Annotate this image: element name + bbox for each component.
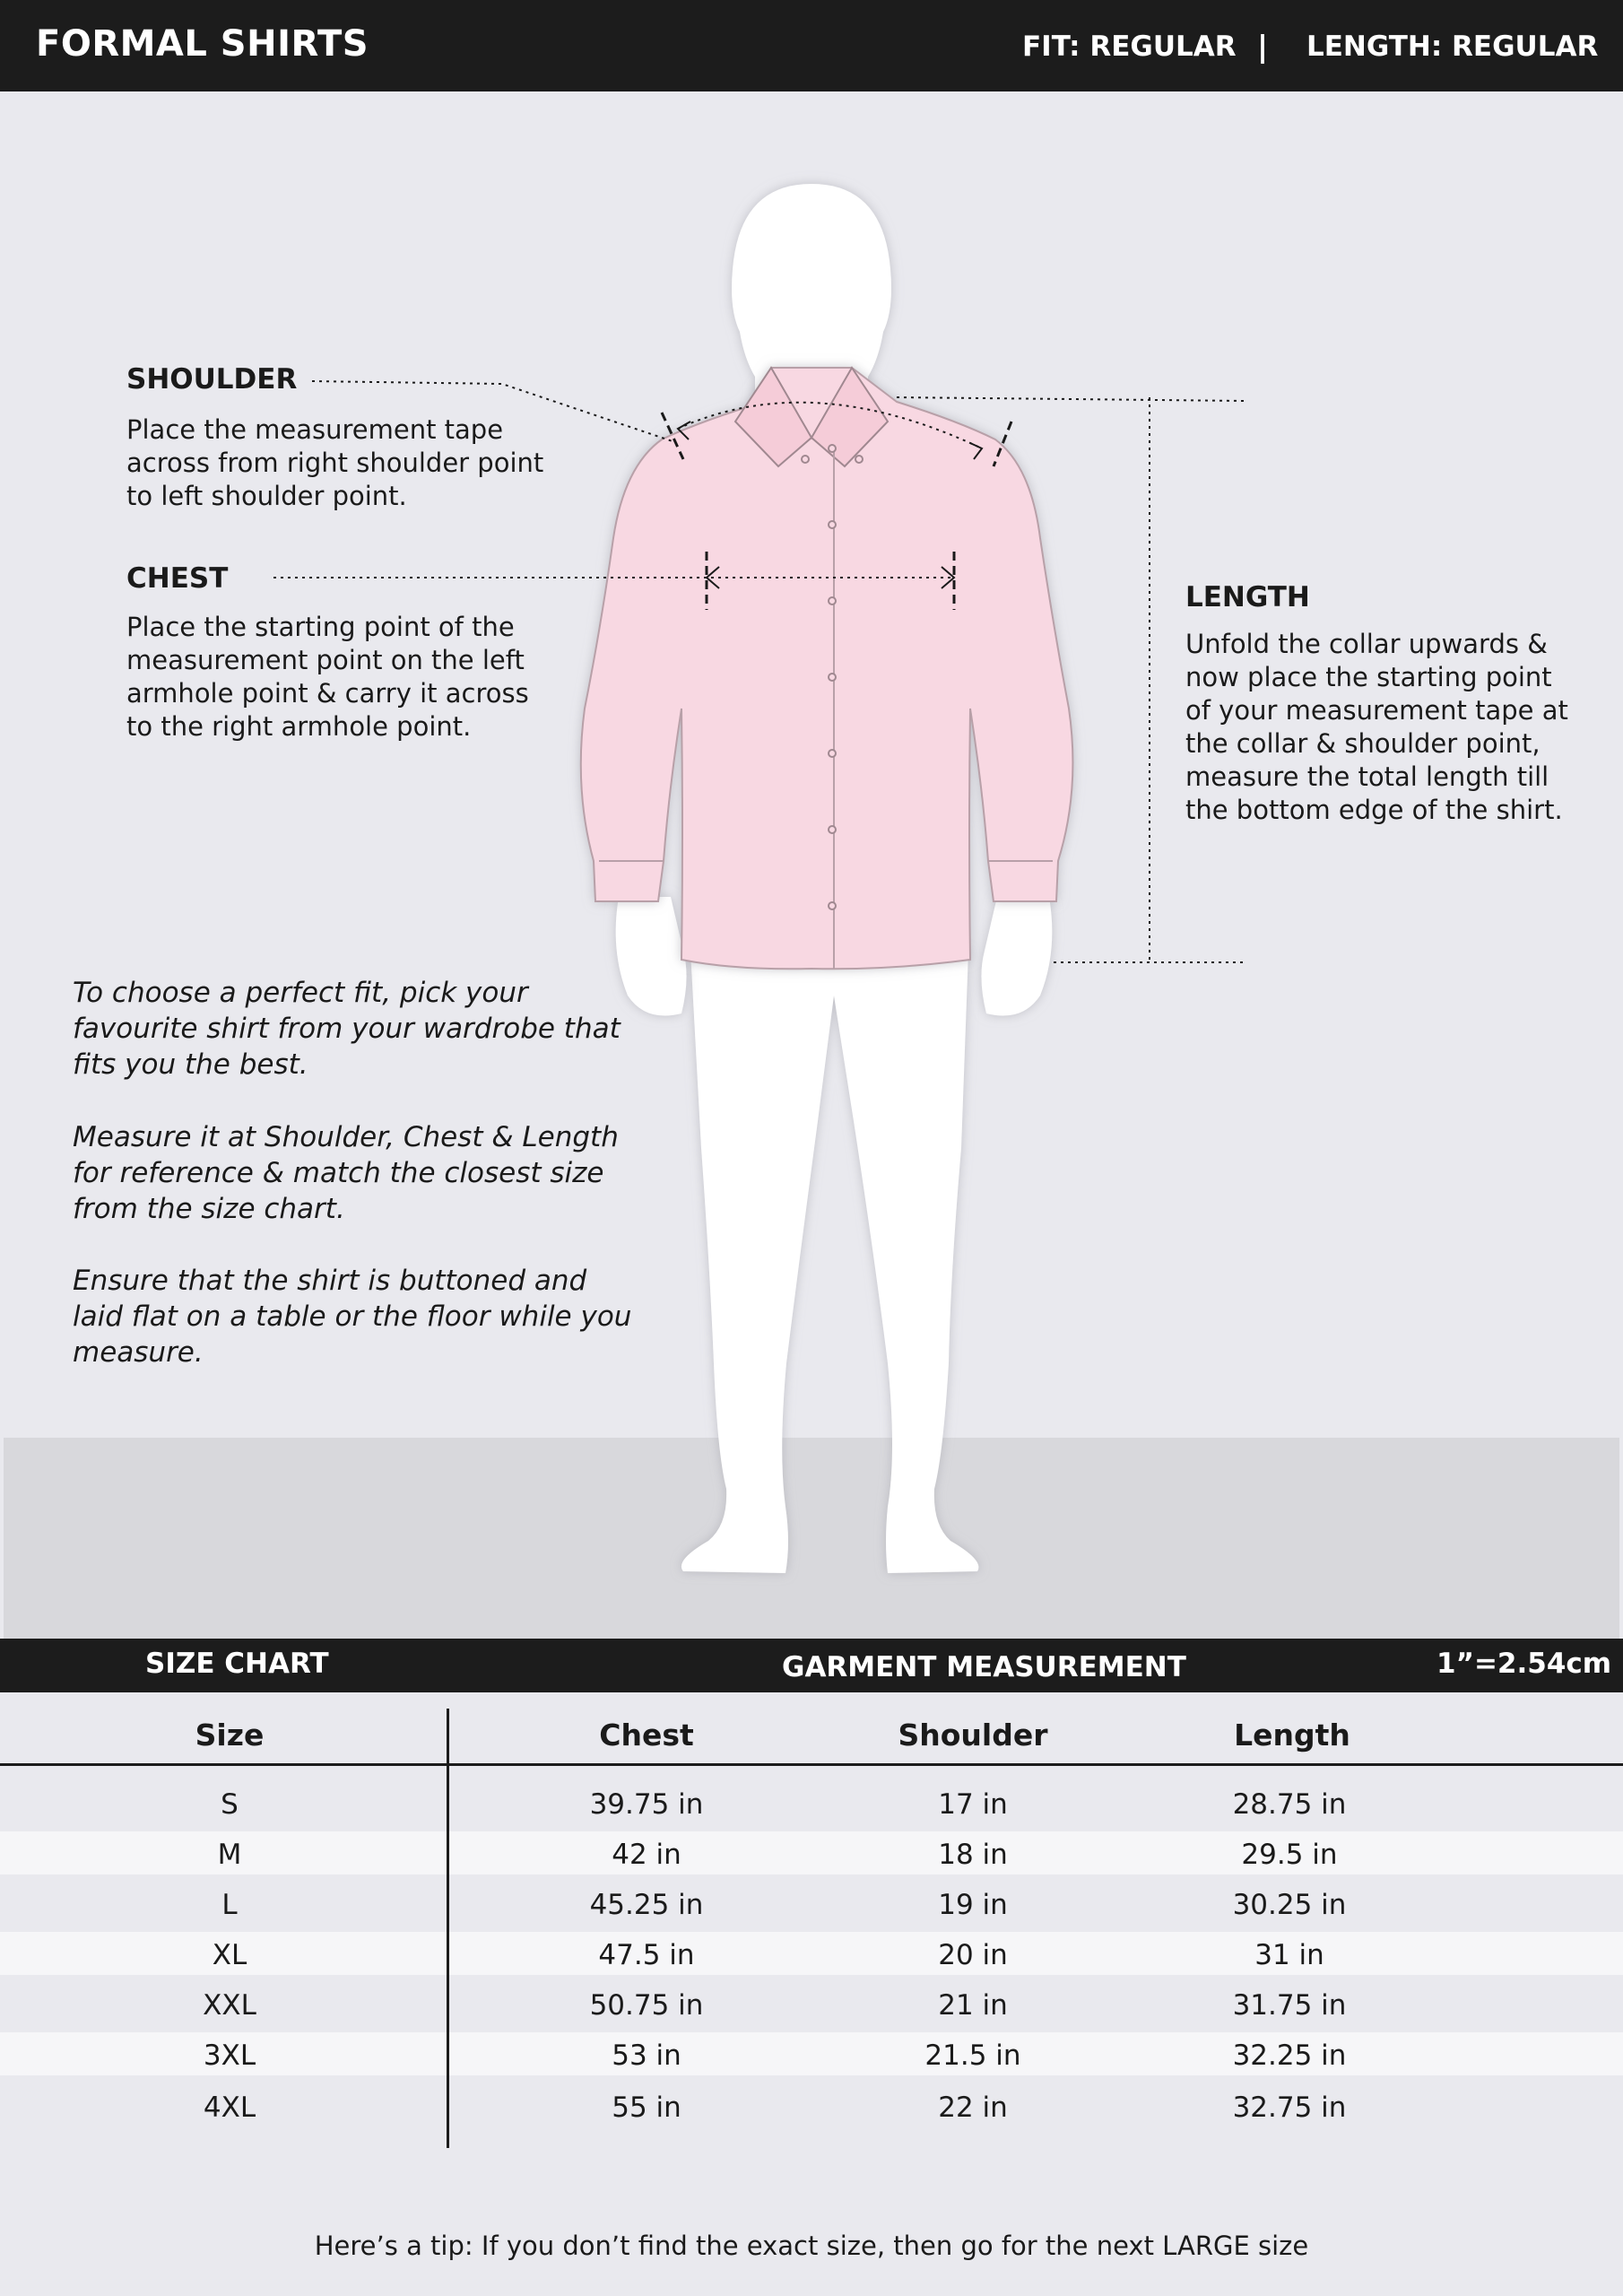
size-cell: L <box>221 1889 238 1921</box>
shoulder-line: across from right shoulder point <box>126 448 544 478</box>
chest-cell: 55 in <box>612 2092 681 2124</box>
table-header-divider <box>0 1763 1623 1766</box>
shoulder-cell: 19 in <box>938 1889 1008 1921</box>
table-row <box>0 1831 1623 1874</box>
mannequin-legs <box>681 951 978 1573</box>
length-cell: 28.75 in <box>1232 1788 1347 1821</box>
shoulder-heading: SHOULDER <box>126 363 298 396</box>
measure-tip-paragraph <box>73 1119 619 1227</box>
shoulder-cell: 21.5 in <box>924 2039 1021 2072</box>
size-cell: XXL <box>203 1989 256 2022</box>
table-row <box>0 1882 1623 1925</box>
length-cell: 31 in <box>1254 1939 1324 1971</box>
flat-tip-paragraph <box>73 1263 631 1370</box>
shoulder-cell: 18 in <box>938 1839 1008 1871</box>
table-row <box>0 1932 1623 1975</box>
size-cell: XL <box>212 1939 247 1971</box>
table-column-divider <box>447 1709 449 2148</box>
size-cell: M <box>217 1839 242 1871</box>
table-row <box>0 1781 1623 1824</box>
tip-line: favourite shirt from your wardrobe that <box>73 1013 621 1045</box>
tip-line: measure. <box>73 1336 204 1369</box>
chest-cell: 42 in <box>612 1839 681 1871</box>
header-chest: Chest <box>599 1718 694 1752</box>
tip-line: laid flat on a table or the floor while you <box>73 1300 632 1333</box>
size-cell: 4XL <box>203 2092 256 2124</box>
chest-cell: 50.75 in <box>589 1989 704 2022</box>
page-title: FORMAL SHIRTS <box>36 23 369 65</box>
chest-heading: CHEST <box>126 562 229 595</box>
length-line: the bottom edge of the shirt. <box>1185 795 1563 825</box>
tip-line: fits you the best. <box>73 1048 308 1081</box>
size-cell: 3XL <box>203 2039 256 2072</box>
tip-line: for reference & match the closest size <box>73 1157 604 1189</box>
size-chart-label: SIZE CHART <box>145 1648 329 1680</box>
table-row <box>0 2032 1623 2075</box>
fit-tip-paragraph <box>73 975 621 1083</box>
length-cell: 32.25 in <box>1232 2039 1347 2072</box>
chest-line: measurement point on the left <box>126 645 525 675</box>
chest-line: Place the starting point of the <box>126 612 515 642</box>
length-label: LENGTH: REGULAR <box>1306 30 1599 63</box>
header-size: Size <box>195 1718 265 1752</box>
length-cell: 31.75 in <box>1232 1989 1347 2022</box>
fit-label: FIT: REGULAR <box>1022 30 1237 63</box>
shoulder-instructions <box>126 413 543 513</box>
length-heading: LENGTH <box>1185 581 1310 613</box>
chest-cell: 53 in <box>612 2039 681 2072</box>
table-row <box>0 2084 1623 2127</box>
header-length: Length <box>1234 1718 1350 1752</box>
tip-line: Ensure that the shirt is buttoned and <box>73 1265 587 1297</box>
tip-line: To choose a perfect fit, pick your <box>73 977 528 1009</box>
shirt-illustration <box>581 368 1073 969</box>
shoulder-cell: 20 in <box>938 1939 1008 1971</box>
shoulder-line: to left shoulder point. <box>126 481 407 511</box>
chest-cell: 45.25 in <box>589 1889 704 1921</box>
shoulder-cell: 17 in <box>938 1788 1008 1821</box>
tip-line: Measure it at Shoulder, Chest & Length <box>73 1121 619 1153</box>
length-line: now place the starting point <box>1185 662 1552 692</box>
chest-line: armhole point & carry it across <box>126 678 529 709</box>
tip-line: from the size chart. <box>73 1193 345 1225</box>
chest-cell: 47.5 in <box>598 1939 695 1971</box>
shoulder-cell: 22 in <box>938 2092 1008 2124</box>
chest-instructions <box>126 611 529 744</box>
unit-conversion: 1”=2.54cm <box>1436 1648 1612 1680</box>
length-line: Unfold the collar upwards & <box>1185 629 1548 659</box>
header-shoulder: Shoulder <box>898 1718 1048 1752</box>
length-cell: 29.5 in <box>1241 1839 1338 1871</box>
sizing-tip: Here’s a tip: If you don’t find the exact size, then go for the next LARGE size <box>314 2231 1309 2261</box>
shoulder-cell: 21 in <box>938 1989 1008 2022</box>
chest-cell: 39.75 in <box>589 1788 704 1821</box>
length-cell: 30.25 in <box>1232 1889 1347 1921</box>
length-line: the collar & shoulder point, <box>1185 728 1541 759</box>
size-cell: S <box>221 1788 239 1821</box>
length-cell: 32.75 in <box>1232 2092 1347 2124</box>
chest-line: to the right armhole point. <box>126 711 472 742</box>
length-instructions <box>1185 628 1568 827</box>
length-line: measure the total length till <box>1185 761 1549 792</box>
shoulder-line: Place the measurement tape <box>126 414 504 445</box>
length-line: of your measurement tape at <box>1185 695 1568 726</box>
header-separator: | <box>1257 29 1269 64</box>
size-chart-bar <box>0 1639 1623 1692</box>
garment-measurement-label: GARMENT MEASUREMENT <box>782 1651 1186 1683</box>
table-row <box>0 1982 1623 2025</box>
